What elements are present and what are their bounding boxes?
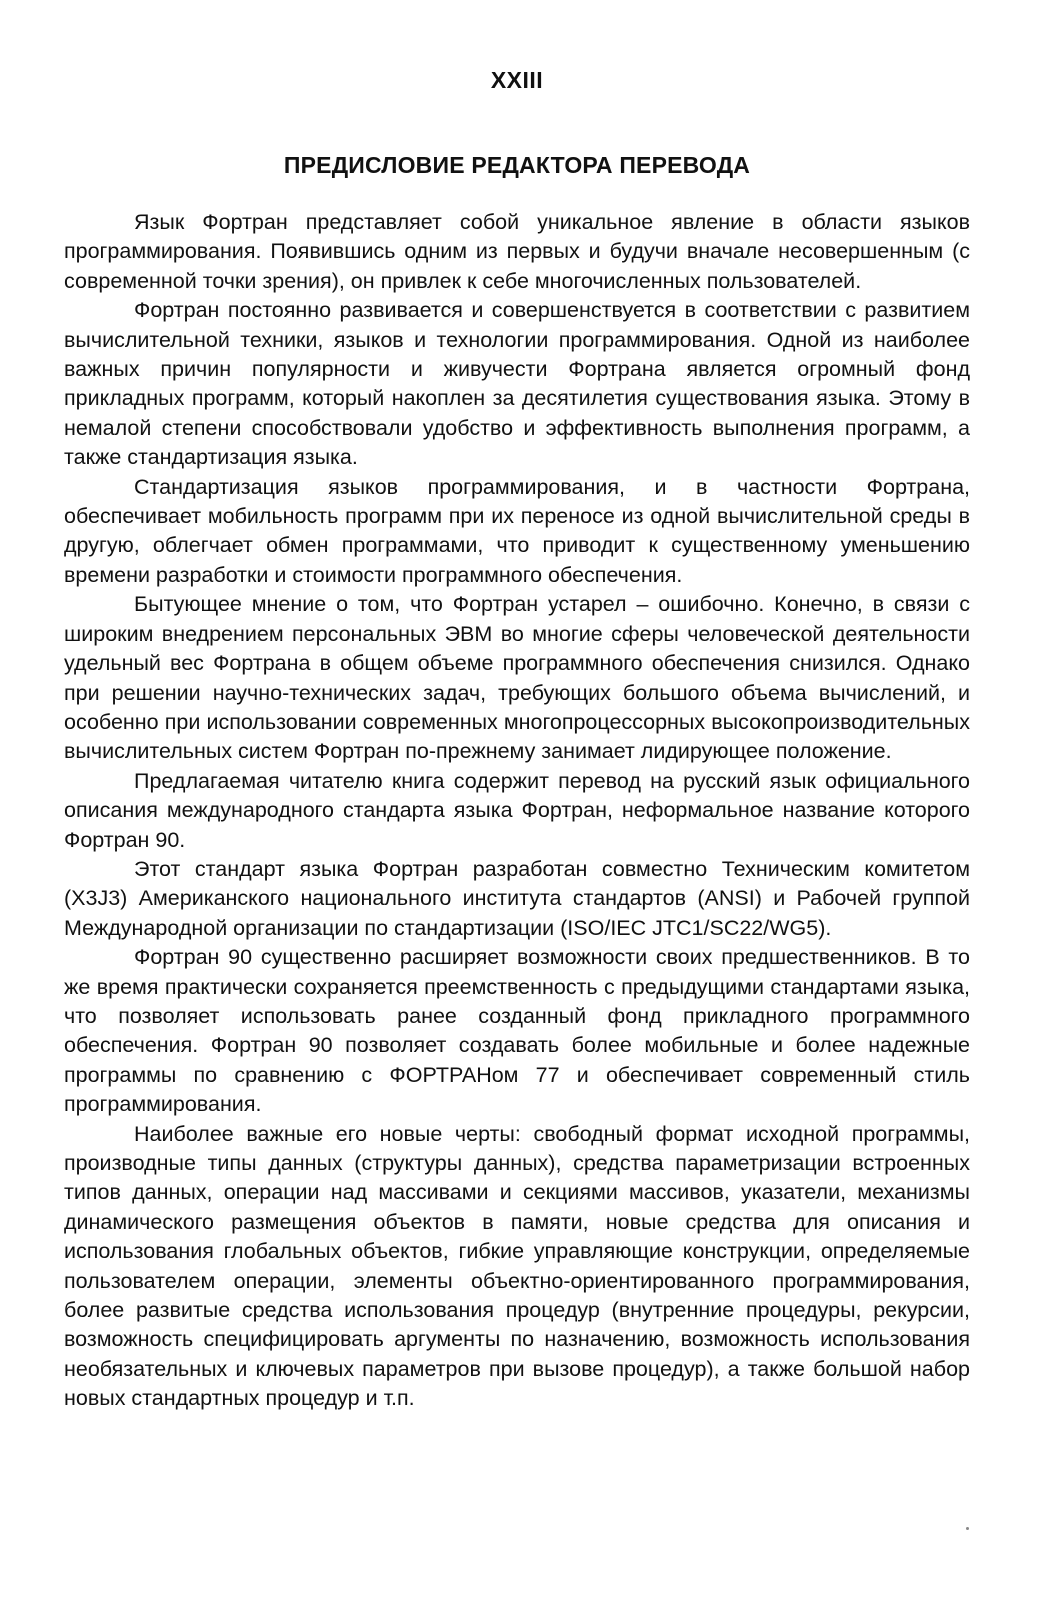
paragraph-5: Предлагаемая читателю книга содержит перевод на русский язык официального описания международного стандарта языка Фортран, неформальное название которого Фортран 90. [64,768,970,852]
paragraph-4: Бытующее мнение о том, что Фортран устарел – ошибочно. Конечно, в связи с широким внедрением персональных ЭВМ во многие сферы человеческой деятельности удельный вес Фортрана в общем объеме программного обеспечения снизился. Однако при решении научно-технических задач, требующих большого объема вычислений, и особенно при использовании современных многопроцессорных высокопроизводительных вычислительных систем Фортран по-прежнему занимает лидирующее положение. [64,592,970,764]
scan-speck [966,1527,969,1530]
paragraph-6: Этот стандарт языка Фортран разработан совместно Техническим комитетом (X3J3) Американского национального института стандартов (ANSI) и Рабочей группой Международной организации по стандартизации (ISO/IEC JTC1/SC22/WG5). [64,856,970,940]
document-page [64,64,970,1414]
paragraph-8: Наиболее важные его новые черты: свободный формат исходной программы, производные типы данных (структуры данных), средства параметризации встроенных типов данных, операции над массивами и секциями массивов, указатели, механизмы динамического размещения объектов в памяти, новые средства для описания и использования глобальных объектов, гибкие управляющие конструкции, определяемые пользователем операции, элементы объектно-ориентированного программирования, более развитые средства использования процедур (внутренние процедуры, рекурсии, возможность специфицировать аргументы по назначению, возможность использования необязательных и ключевых параметров при вызове процедур), а также большой набор новых стандартных процедур и т.п. [64,1121,970,1411]
body-text [64,208,970,1414]
page-title: ПРЕДИСЛОВИЕ РЕДАКТОРА ПЕРЕВОДА [283,152,751,178]
paragraph-3: Стандартизация языков программирования, и в частности Фортрана, обеспечивает мобильность программ при их переносе из одной вычислительной среды в другую, облегчает обмен программами, что приводит к существенному уменьшению времени разработки и стоимости программного обеспечения. [64,474,970,587]
paragraph-1: Язык Фортран представляет собой уникальное явление в области языков программирования. Появившись одним из первых и будучи вначале несовершенным (с современной точки зрения), он привлек к себе многочисленных пользователей. [64,210,970,293]
paragraph-7: Фортран 90 существенно расширяет возможности своих предшественников. В то же время практически сохраняется преемственность с предыдущими стандартами языка, что позволяет использовать ранее созданный фонд прикладного программного обеспечения. Фортран 90 позволяет создавать более мобильные и более надежные программы по сравнению с ФОРТРАНом 77 и обеспечивает современный стиль программирования. [64,945,970,1117]
page-number: XXIII [490,67,544,93]
paragraph-2: Фортран постоянно развивается и совершенствуется в соответствии с развитием вычислительной техники, языков и технологии программирования. Одной из наиболее важных причин популярности и живучести Фортрана является огромный фонд прикладных программ, который накоплен за десятилетия существования языка. Этому в немалой степени способствовали удобство и эффективность выполнения программ, а также стандартизация языка. [64,298,970,470]
